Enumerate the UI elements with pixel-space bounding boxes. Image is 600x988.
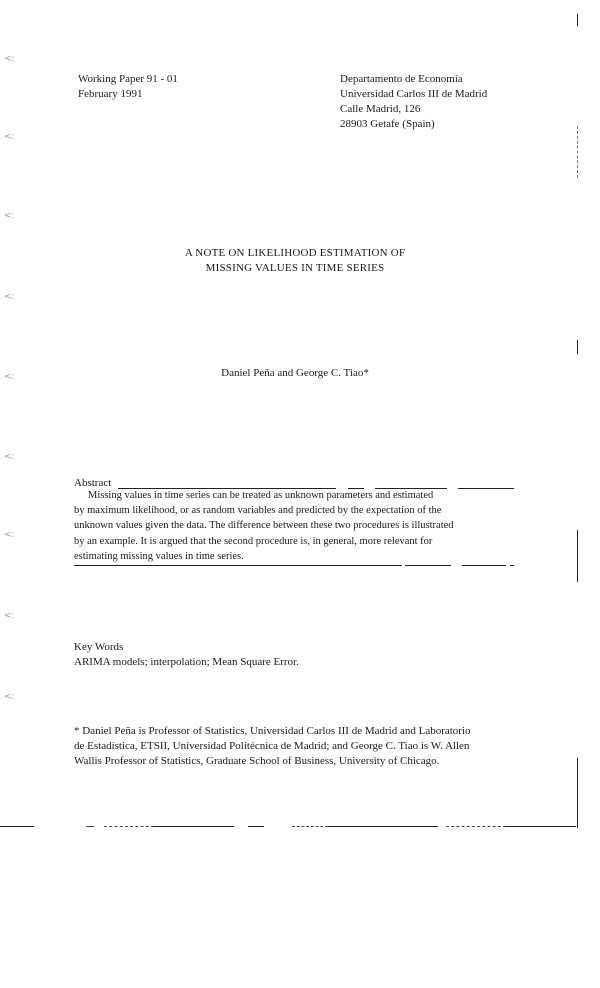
institution-address: [340, 72, 487, 132]
bottom-scan-rule: [506, 826, 576, 827]
city-address: 28903 Getafe (Spain): [340, 118, 435, 130]
abstract-line: Missing values in time series can be treated as unknown parameters and estimated: [88, 490, 434, 501]
scan-edge-mark: [577, 14, 578, 26]
scan-mark: <:: [4, 292, 15, 302]
street-address: Calle Madrid, 126: [340, 103, 421, 115]
authors: Daniel Peña and George C. Tiao*: [221, 367, 369, 379]
footnote-line: * Daniel Peña is Professor of Statistics, Universidad Carlos III de Madrid and Laboratorio: [74, 725, 471, 737]
footnote-line: Wallis Professor of Statistics, Graduate School of Business, University of Chicago.: [74, 755, 440, 767]
university: Universidad Carlos III de Madrid: [340, 88, 488, 100]
abstract-bottom-rule: [405, 565, 451, 566]
abstract-bottom-rule: [462, 565, 506, 566]
paper-title: [100, 246, 490, 276]
scan-mark: <:: [4, 132, 15, 142]
abstract-bottom-rule: [510, 565, 514, 566]
scan-mark: <:: [4, 54, 15, 64]
bottom-scan-rule: [154, 826, 234, 827]
scan-edge-mark: [577, 340, 578, 354]
scan-edge-mark: [577, 126, 578, 178]
title-line: MISSING VALUES IN TIME SERIES: [205, 262, 385, 274]
scan-mark: <:: [4, 211, 15, 221]
keywords-section: [74, 640, 299, 670]
footnote-line: de Estadística, ETSII, Universidad Politécnica de Madrid; and George C. Tiao is W. Allen: [74, 740, 470, 752]
abstract-heading: Abstract: [74, 477, 112, 489]
scan-mark: <:: [4, 692, 15, 702]
title-line: A NOTE ON LIKELIHOOD ESTIMATION OF: [184, 247, 406, 259]
scan-mark: <:: [4, 530, 15, 540]
abstract-body: [74, 488, 515, 564]
bottom-scan-rule: [0, 826, 34, 827]
abstract-line: by an example. It is argued that the second procedure is, in general, more relevant for: [74, 535, 433, 547]
bottom-scan-rule: [104, 826, 154, 827]
department: Departamento de Economía: [340, 73, 463, 85]
paper-date: February 1991: [78, 88, 143, 100]
abstract-bottom-rule: [74, 565, 402, 566]
bottom-scan-rule: [292, 826, 328, 827]
keywords-text: ARIMA models; interpolation; Mean Square Error.: [74, 656, 299, 668]
bottom-scan-rule: [446, 826, 506, 827]
bottom-scan-rule: [328, 826, 438, 827]
bottom-scan-rule: [248, 826, 264, 827]
abstract-line: by maximum likelihood, or as random variables and predicted by the expectation of the: [74, 505, 442, 517]
working-paper-label: Working Paper 91 - 01: [78, 73, 178, 85]
bottom-scan-rule: [86, 826, 94, 827]
scan-mark: <:: [4, 452, 15, 462]
author-footnote: [74, 724, 520, 769]
scan-edge-mark: [577, 758, 578, 828]
scan-edge-mark: [577, 530, 578, 582]
scan-mark: <:: [4, 372, 15, 382]
scan-mark: <:: [4, 611, 15, 621]
keywords-heading: Key Words: [74, 641, 124, 653]
abstract-line: estimating missing values in time series.: [74, 550, 244, 562]
abstract-line: unknown values given the data. The difference between these two procedures is illustrated: [74, 520, 454, 532]
paper-number: [78, 72, 178, 102]
